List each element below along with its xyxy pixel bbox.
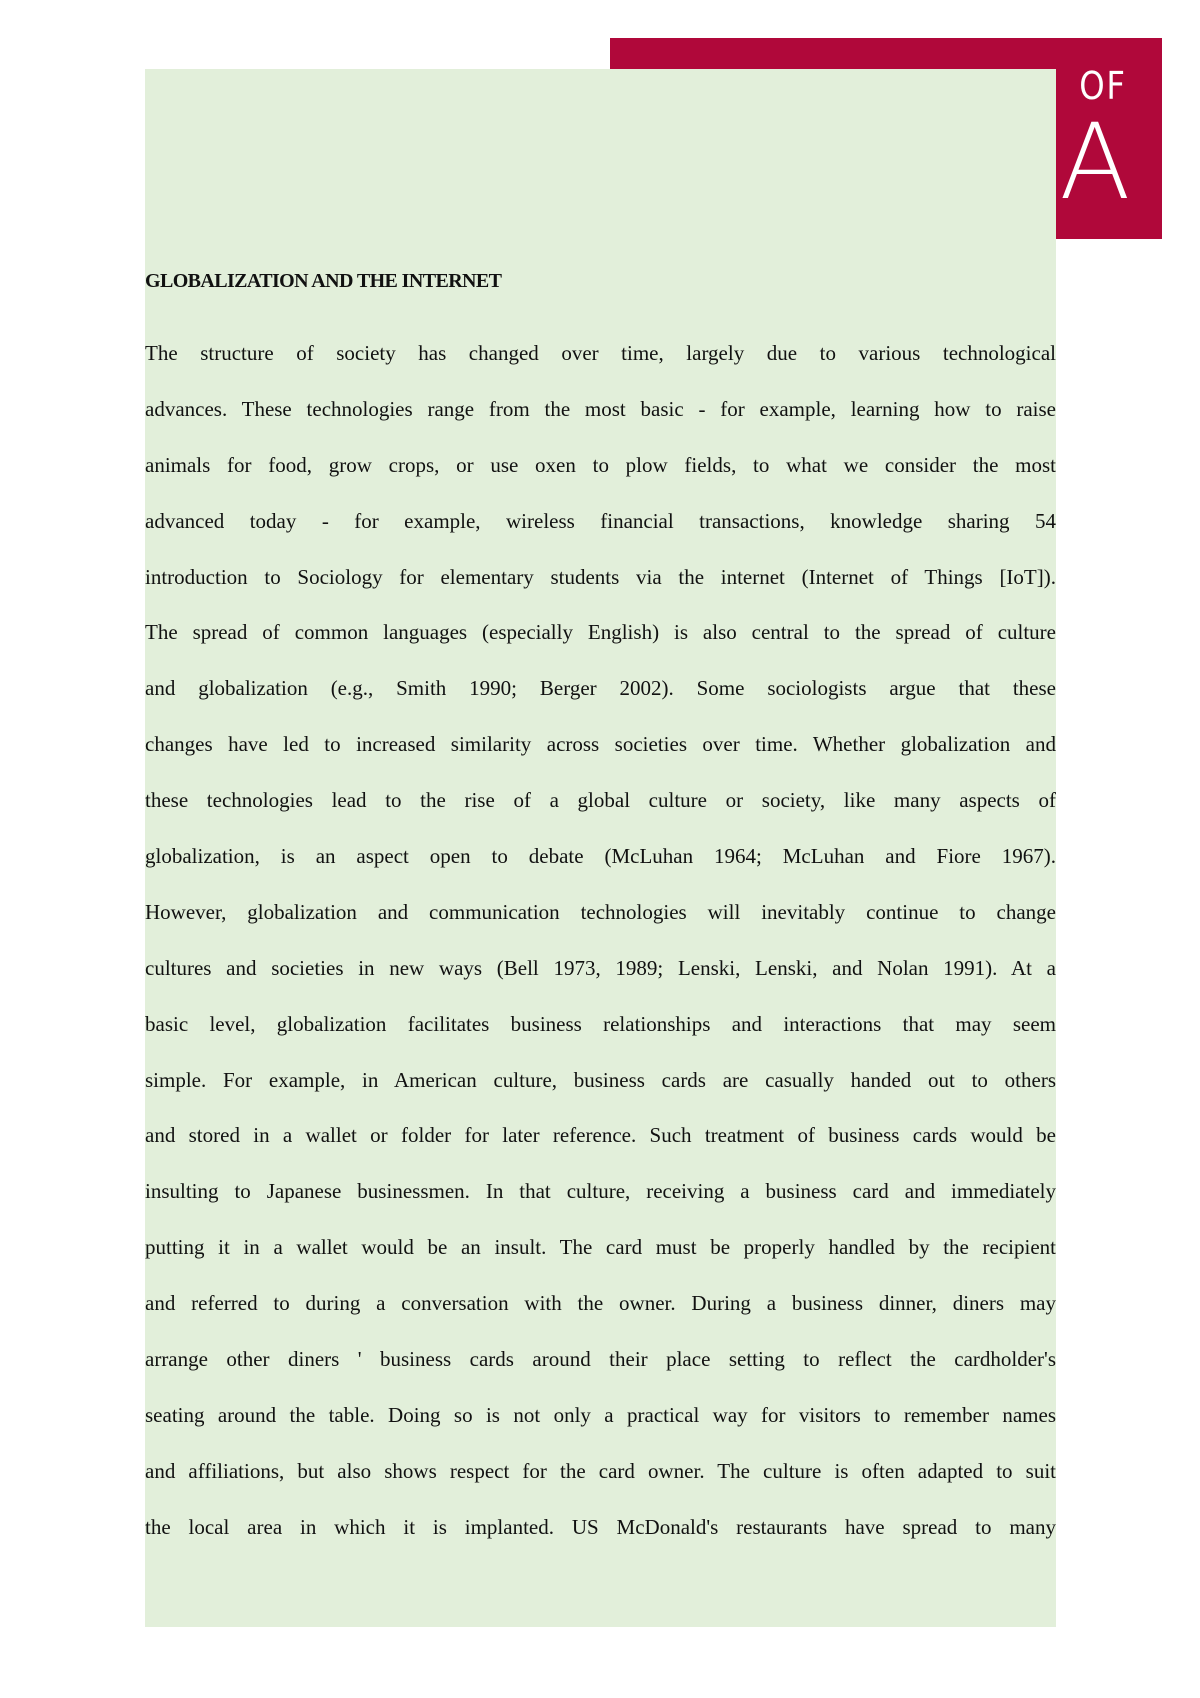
body-text-line: and referred to during a conversation with the owner. During a business dinner, diners may	[145, 1291, 1056, 1316]
body-text-line: animals for food, grow crops, or use oxen to plow fields, to what we consider the most	[145, 452, 1056, 477]
document-body	[145, 339, 1056, 1569]
document-title: GLOBALIZATION AND THE INTERNET	[145, 270, 502, 292]
body-text-line: The structure of society has changed over time, largely due to various technological	[145, 341, 1056, 365]
document-page	[145, 69, 1056, 1627]
body-text-line: insulting to Japanese businessmen. In that culture, receiving a business card and immediately	[145, 1179, 1056, 1204]
body-text-line: advances. These technologies range from the most basic - for example, learning how to raise	[145, 396, 1056, 421]
body-text-line: introduction to Sociology for elementary students via the internet (Internet of Things [IoT]).	[145, 564, 1056, 589]
body-text-line: simple. For example, in American culture, business cards are casually handed out to others	[145, 1067, 1056, 1092]
body-text-line: cultures and societies in new ways (Bell 1973, 1989; Lenski, Lenski, and Nolan 1991). At a	[145, 955, 1056, 980]
body-text-line: seating around the table. Doing so is not only a practical way for visitors to remember names	[145, 1402, 1056, 1427]
body-text-line: changes have led to increased similarity across societies over time. Whether globalization and	[145, 732, 1056, 757]
body-text-line: The spread of common languages (especially English) is also central to the spread of culture	[145, 620, 1056, 645]
logo-text-a: A	[1059, 101, 1131, 223]
body-text-line: and stored in a wallet or folder for later reference. Such treatment of business cards would be	[145, 1123, 1056, 1148]
body-text-line: the local area in which it is implanted. US McDonald's restaurants have spread to many	[145, 1514, 1056, 1539]
body-text-line: and globalization (e.g., Smith 1990; Berger 2002). Some sociologists argue that these	[145, 676, 1056, 701]
body-text-line: However, globalization and communication technologies will inevitably continue to change	[145, 899, 1056, 924]
body-text-line: advanced today - for example, wireless financial transactions, knowledge sharing 54	[145, 508, 1056, 533]
body-text-line: basic level, globalization facilitates business relationships and interactions that may seem	[145, 1011, 1056, 1036]
logo-text-of: OF	[1079, 64, 1127, 108]
body-text-line: putting it in a wallet would be an insult. The card must be properly handled by the recipient	[145, 1235, 1056, 1260]
body-text-line: these technologies lead to the rise of a global culture or society, like many aspects of	[145, 788, 1056, 813]
body-text-line: globalization, is an aspect open to debate (McLuhan 1964; McLuhan and Fiore 1967).	[145, 844, 1056, 869]
body-text-line: and affiliations, but also shows respect for the card owner. The culture is often adapted to suit	[145, 1458, 1056, 1483]
body-text-line: arrange other diners ' business cards around their place setting to reflect the cardholder's	[145, 1347, 1056, 1372]
